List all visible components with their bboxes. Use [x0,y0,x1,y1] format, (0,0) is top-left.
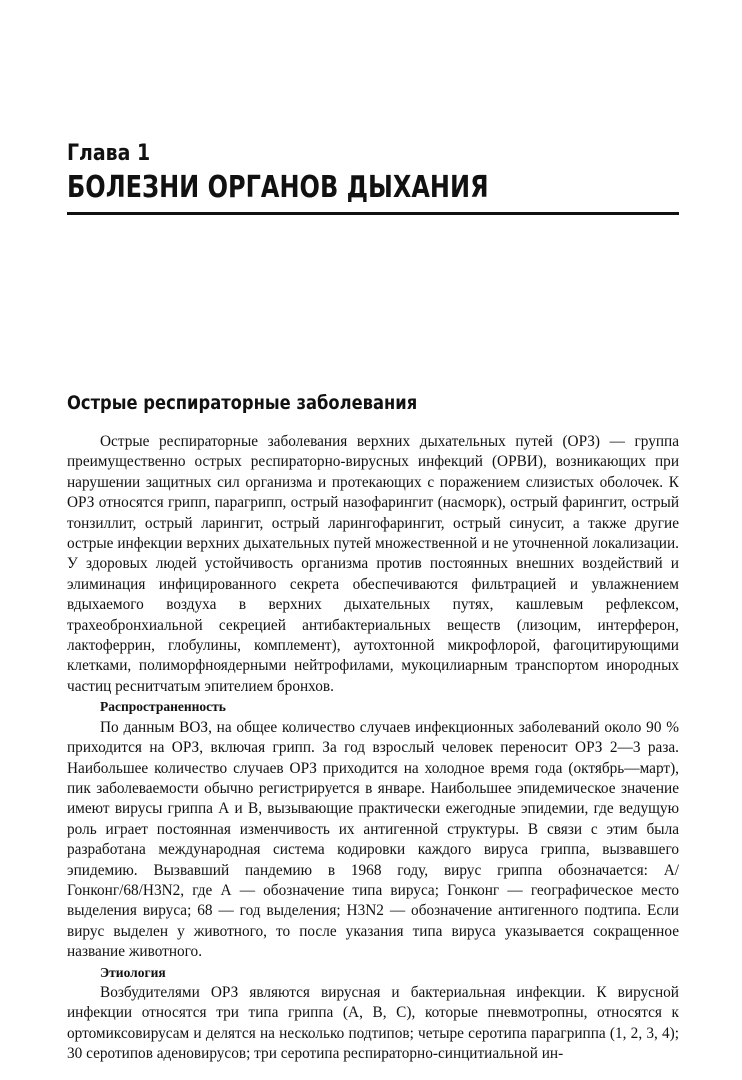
intro-paragraph: Острые респираторные заболевания верхних дыхательных путей (ОРЗ) — группа преимущественно острых респираторно-вирусных инфекций (ОРВИ), возникающих при нарушении защитных сил организма и протекающих с поражением слизистых оболочек. К ОРЗ относятся грипп, парагрипп, острый назофарингит (насморк), острый фарингит, острый тонзиллит, острый ларингит, острый ларингофарингит, острый синусит, а также другие острые инфекции верхних дыхательных путей множественной и не уточненной локализации. У здоровых людей устойчивость организма против постоянных внешних воздействий и элиминация инфицированного секрета обеспечиваются фильтрацией и увлажнением вдыхаемого воздуха в верхних дыхательных путях, кашлевым рефлексом, трахеобронхиальной секрецией антибактериальных веществ (лизоцим, интерферон, лактоферрин, глобулины, комплемент), аутохтонной микрофлорой, фагоцитирующими клетками, полиморфноядерными нейтрофилами, мукоцилиарным транспортом инородных частиц реснитчатым эпителием бронхов. [67,433,679,695]
chapter-divider [67,212,679,215]
prevalence-heading: Распространенность [100,699,226,715]
section-title: Острые респираторные заболевания [67,392,418,414]
etiology-heading: Этиология [100,964,166,980]
body-text [67,432,679,1065]
prevalence-paragraph: По данным ВОЗ, на общее количество случаев инфекционных заболеваний около 90 % приходится на ОРЗ, включая грипп. За год взрослый человек переносит ОРЗ 2—3 раза. Наибольшее количество случаев ОРЗ приходится на холодное время года (октябрь—март), пик заболеваемости обычно регистрируется в январе. Наибольшее эпидемическое значение имеют вирусы гриппа А и В, вызывающие практически ежегодные эпидемии, где ведущую роль играет постоянная изменчивость их антигенной структуры. В связи с этим была разработана международная система кодировки каждого вируса гриппа, вызвавшего эпидемию. Вызвавший пандемию в 1968 году, вирус гриппа обозначается: A/Гонконг/68/H3N2, где А — обозначение типа вируса; Гонконг — географическое место выделения вируса; 68 — год выделения; H3N2 — обозначение антигенного подтипа. Если вирус выделен у животного, то после указания типа вируса указывается сокращенное название животного. [67,718,679,961]
chapter-label: Глава 1 [67,141,151,166]
etiology-paragraph: Возбудителями ОРЗ являются вирусная и бактериальная инфекции. К вирусной инфекции относятся три типа гриппа (А, В, С), которые пневмотропны, относятся к ортомиксовирусам и делятся на несколько подтипов; четыре серотипа парагриппа (1, 2, 3, 4); 30 серотипов аденовирусов; три серотипа респираторно-синцитиальной ин- [67,983,679,1063]
chapter-title: БОЛЕЗНИ ОРГАНОВ ДЫХАНИЯ [67,170,489,205]
